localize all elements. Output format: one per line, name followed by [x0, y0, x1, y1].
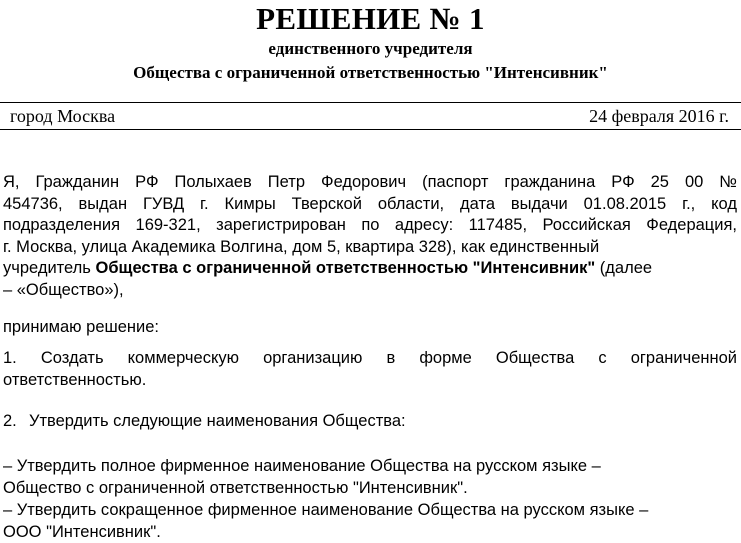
- subitem-short-name: [3, 500, 737, 543]
- intro-line-with-company: [3, 258, 737, 280]
- intro-text: учредитель: [3, 259, 96, 277]
- intro-line: – «Общество»),: [3, 280, 737, 302]
- city-label: город Москва: [10, 103, 115, 129]
- decision-item-2: [3, 411, 737, 433]
- place-date-row: [0, 102, 741, 130]
- intro-line: Я, Гражданин РФ Полыхаев Петр Федорович (паспорт гражданина РФ 25 00 №: [3, 172, 737, 194]
- document-date: 24 февраля 2016 г.: [589, 103, 729, 129]
- document-title: РЕШЕНИЕ № 1: [0, 0, 741, 38]
- subitem-full-name: [3, 456, 737, 499]
- decision-item-2-number: 2.: [3, 411, 29, 433]
- subitem-line: – Утвердить полное фирменное наименование Общества на русском языке –: [3, 456, 737, 478]
- subitem-line: Общество с ограниченной ответственностью "Интенсивник".: [3, 478, 737, 500]
- intro-text: (далее: [595, 259, 652, 277]
- intro-paragraph: [3, 172, 737, 301]
- subitem-line: ООО "Интенсивник".: [3, 522, 737, 543]
- subitem-line: – Утвердить сокращенное фирменное наименование Общества на русском языке –: [3, 500, 737, 522]
- intro-line: 454736, выдан ГУВД г. Кимры Тверской области, дата выдачи 01.08.2015 г., код: [3, 194, 737, 216]
- decision-item-1-line: 1. Создать коммерческую организацию в форме Общества с ограниченной: [3, 348, 737, 370]
- company-name-bold: Общества с ограниченной ответственностью "Интенсивник": [96, 259, 596, 277]
- document-subtitle-founder: единственного учредителя: [0, 38, 741, 60]
- intro-line: подразделения 169-321, зарегистрирован по адресу: 117485, Российская Федерация,: [3, 215, 737, 237]
- intro-line: г. Москва, улица Академика Волгина, дом 5, квартира 328), как единственный: [3, 237, 737, 259]
- decision-statement: принимаю решение:: [3, 317, 737, 339]
- decision-item-2-text: Утвердить следующие наименования Общества:: [29, 412, 406, 430]
- decision-item-1-line: ответственностью.: [3, 370, 737, 392]
- decision-item-1: [3, 348, 737, 391]
- document-subtitle-company: Общества с ограниченной ответственностью "Интенсивник": [0, 62, 741, 84]
